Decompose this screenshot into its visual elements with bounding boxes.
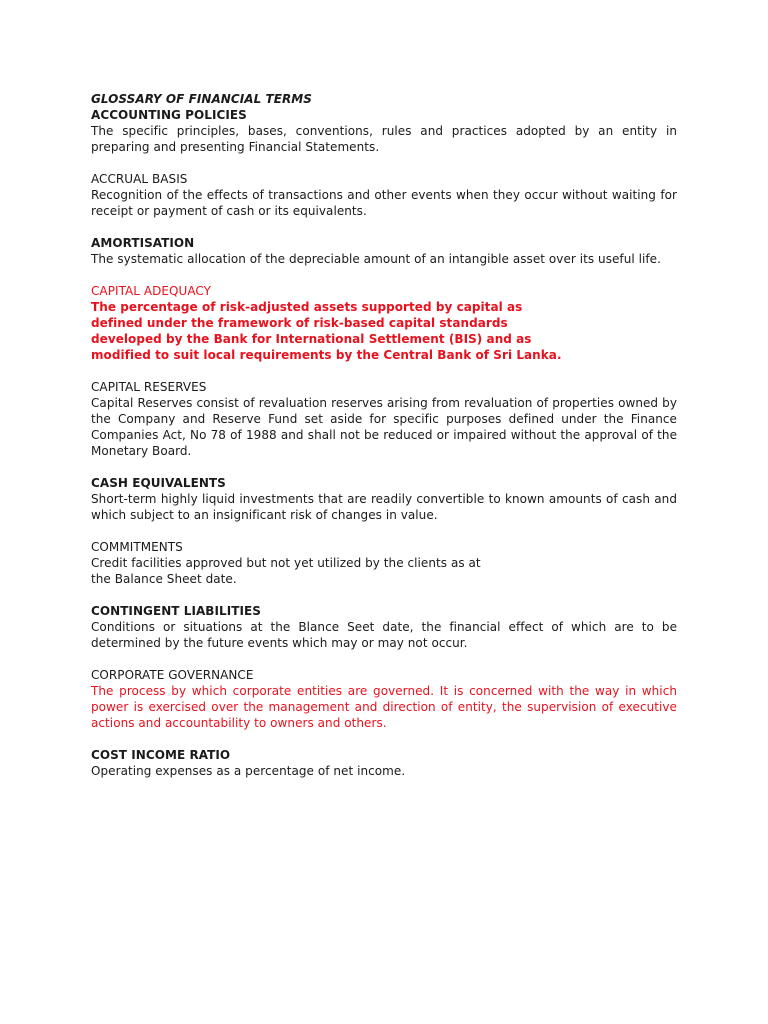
glossary-entry-capital-adequacy xyxy=(91,283,677,363)
glossary-entry-amortisation xyxy=(91,235,677,267)
glossary-entry-accrual-basis xyxy=(91,171,677,219)
glossary-entry-corporate-governance xyxy=(91,667,677,731)
entry-term: ACCRUAL BASIS xyxy=(91,172,188,186)
entry-term: ACCOUNTING POLICIES xyxy=(91,108,247,122)
glossary-entry-contingent-liabilities xyxy=(91,603,677,651)
entry-term: CORPORATE GOVERNANCE xyxy=(91,668,254,682)
glossary-entry-cash-equivalents xyxy=(91,475,677,523)
definition-line: developed by the Bank for International Settlement (BIS) and as xyxy=(91,332,532,346)
glossary-content xyxy=(91,91,677,795)
entry-definition: Capital Reserves consist of revaluation reserves arising from revaluation of properties owned by the Company and Reserve Fund set aside for specific purposes defined under the Finance Companies Act, No 78 of 1988 and shall not be reduced or impaired without the approval of the Monetary Board. xyxy=(91,396,677,458)
definition-line: defined under the framework of risk-based capital standards xyxy=(91,316,508,330)
entry-definition: The process by which corporate entities are governed. It is concerned with the way in which power is exercised over the management and direction of entity, the supervision of executive actions and accountability to owners and others. xyxy=(91,684,677,730)
glossary-entry-accounting-policies xyxy=(91,107,677,155)
entry-definition xyxy=(91,299,677,363)
entry-term: CAPITAL RESERVES xyxy=(91,380,207,394)
document-title: GLOSSARY OF FINANCIAL TERMS xyxy=(91,92,312,106)
entry-definition: Short-term highly liquid investments that are readily convertible to known amounts of cash and which subject to an insignificant risk of changes in value. xyxy=(91,492,677,522)
entry-definition: The specific principles, bases, conventions, rules and practices adopted by an entity in preparing and presenting Financial Statements. xyxy=(91,124,677,154)
definition-line: Credit facilities approved but not yet utilized by the clients as at xyxy=(91,556,481,570)
definition-line: modified to suit local requirements by the Central Bank of Sri Lanka. xyxy=(91,348,562,362)
entry-definition: The systematic allocation of the depreciable amount of an intangible asset over its useful life. xyxy=(91,252,661,266)
entry-term: CASH EQUIVALENTS xyxy=(91,476,226,490)
definition-line: the Balance Sheet date. xyxy=(91,572,237,586)
glossary-entry-commitments xyxy=(91,539,677,587)
entry-term: AMORTISATION xyxy=(91,236,195,250)
definition-line: The percentage of risk-adjusted assets supported by capital as xyxy=(91,300,523,314)
entry-term: COST INCOME RATIO xyxy=(91,748,231,762)
entry-term: COMMITMENTS xyxy=(91,540,183,554)
entry-definition: Conditions or situations at the Blance Seet date, the financial effect of which are to be determined by the future events which may or may not occur. xyxy=(91,620,677,650)
glossary-entry-cost-income-ratio xyxy=(91,747,677,779)
entry-definition xyxy=(91,555,677,587)
entry-definition: Operating expenses as a percentage of net income. xyxy=(91,764,406,778)
entry-definition: Recognition of the effects of transactions and other events when they occur without waiting for receipt or payment of cash or its equivalents. xyxy=(91,188,677,218)
glossary-entry-capital-reserves xyxy=(91,379,677,459)
entry-term: CONTINGENT LIABILITIES xyxy=(91,604,261,618)
entry-term: CAPITAL ADEQUACY xyxy=(91,284,212,298)
